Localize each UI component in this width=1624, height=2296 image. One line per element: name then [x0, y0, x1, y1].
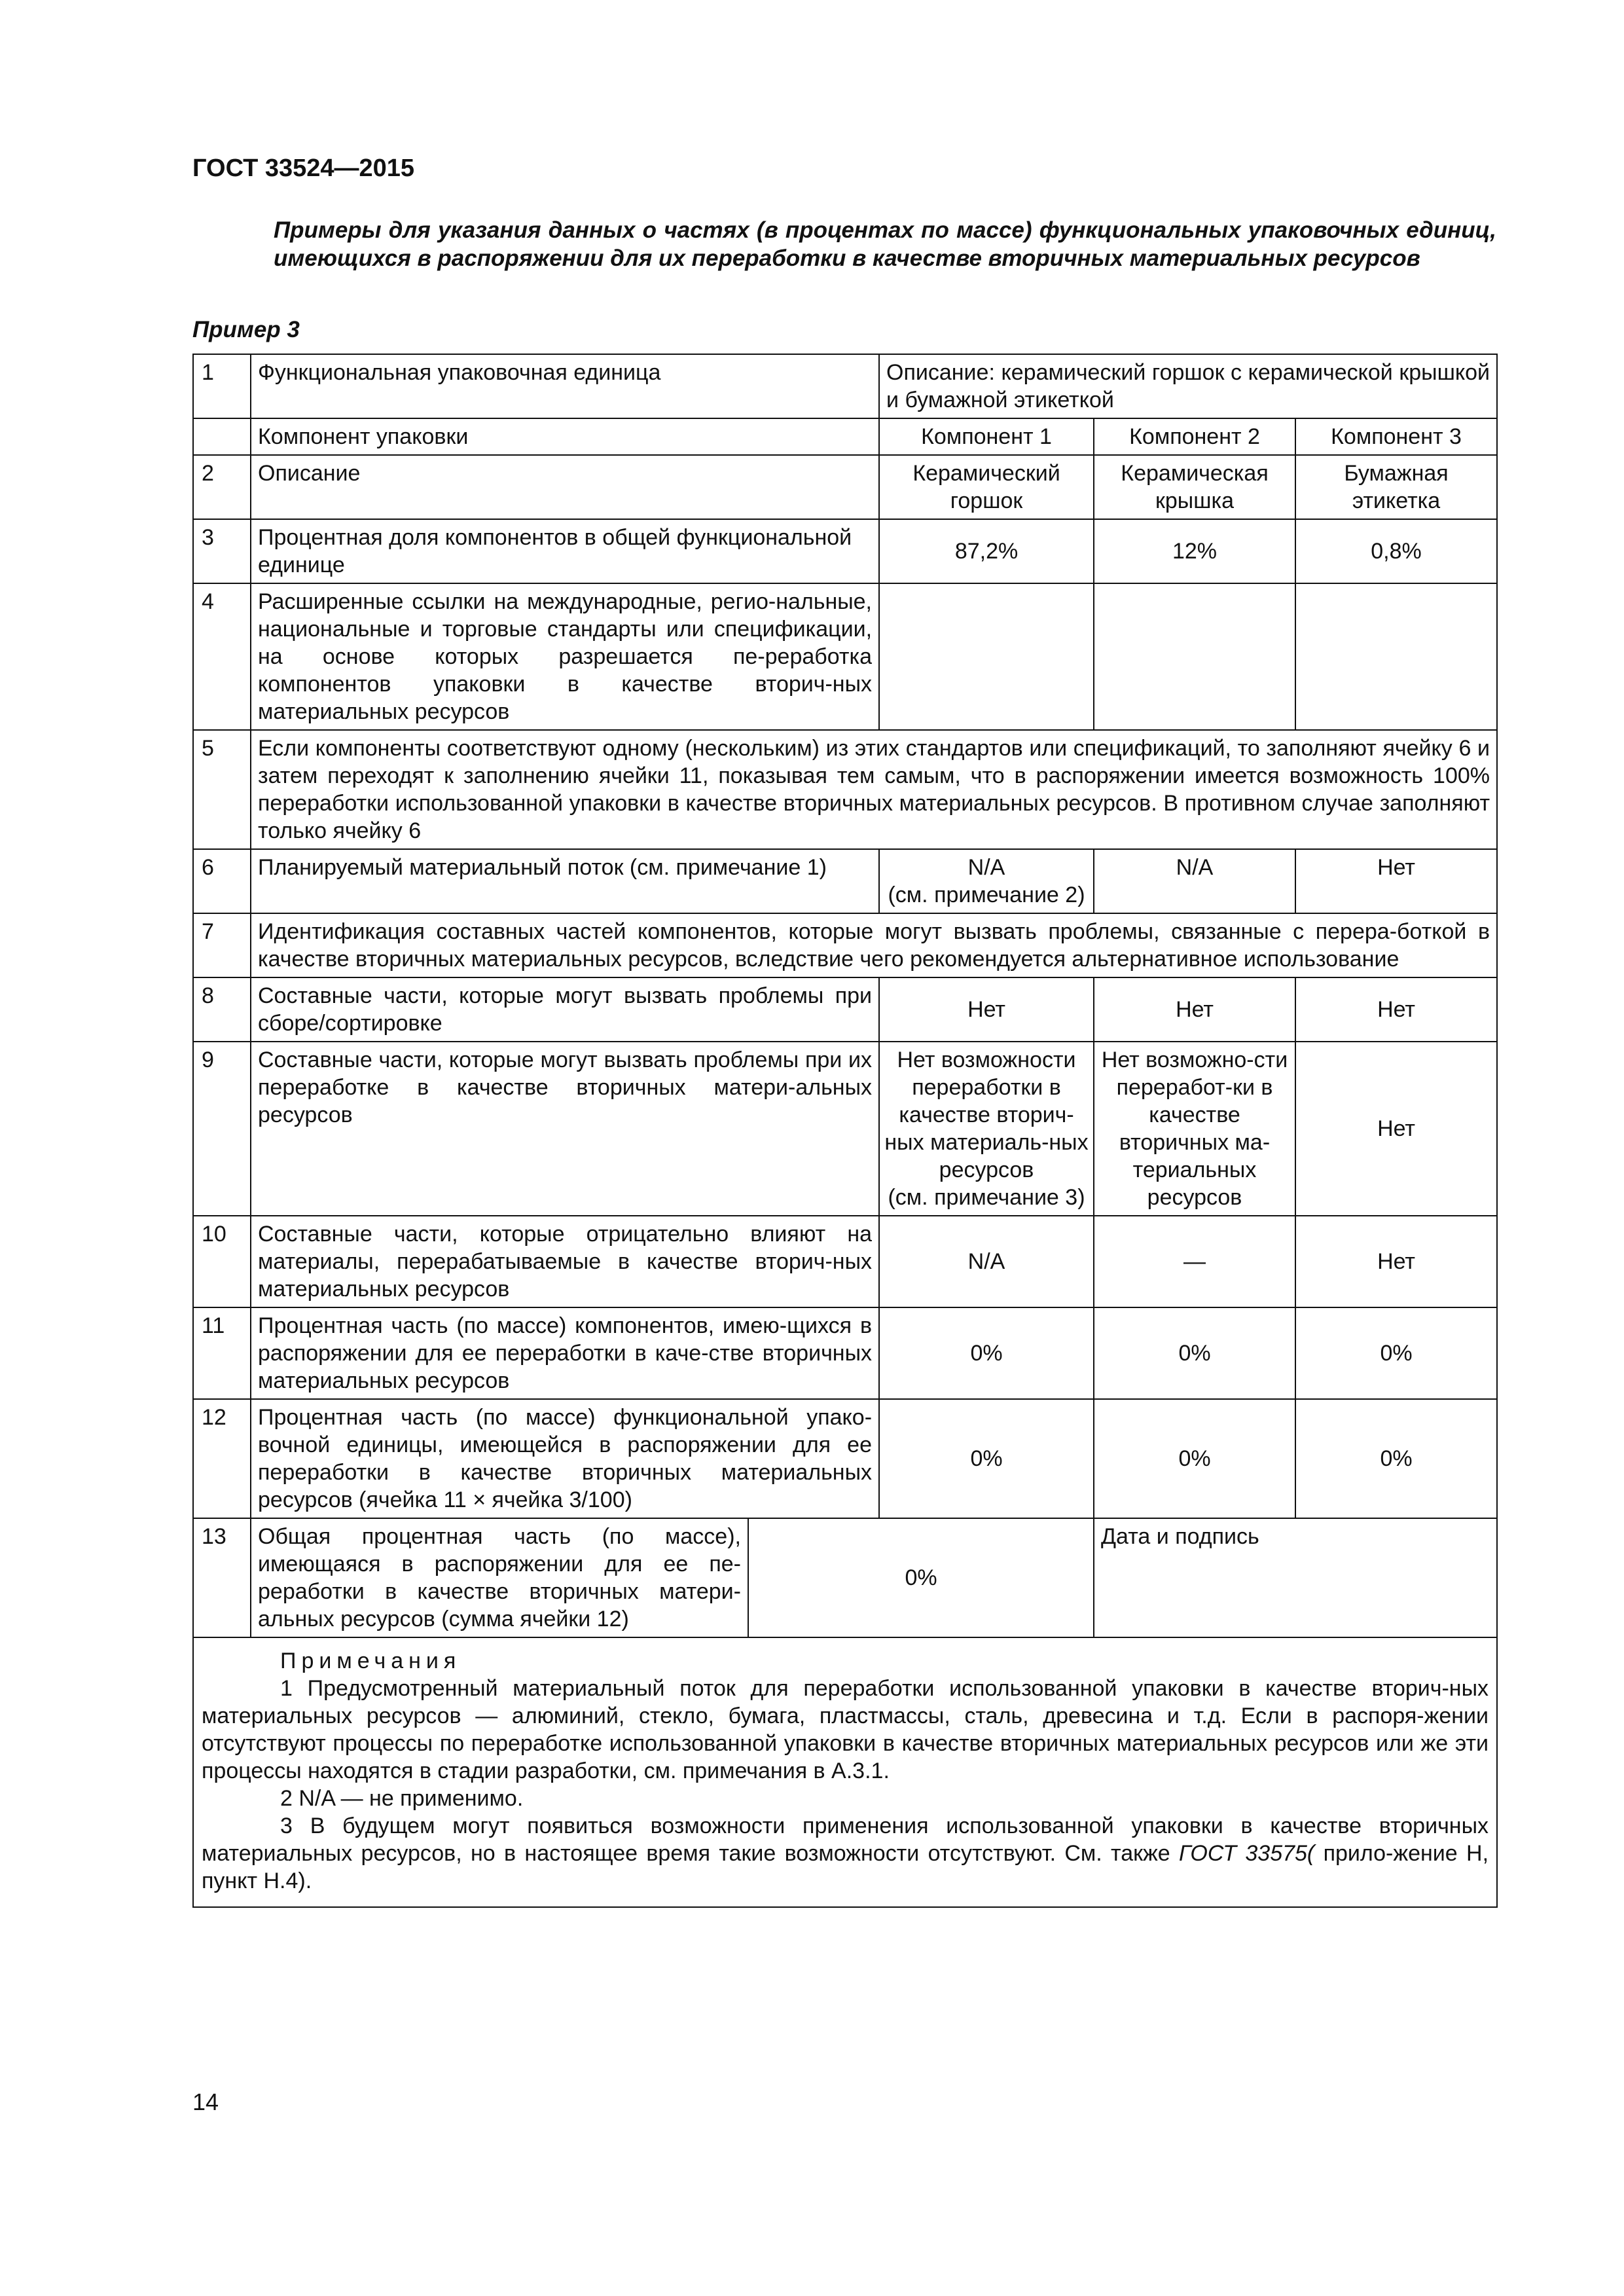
component-1-cell — [879, 583, 1094, 730]
component-3-header: Компонент 3 — [1295, 418, 1497, 455]
standard-reference: ГОСТ 33575( — [1179, 1841, 1315, 1866]
table-row — [193, 1518, 1497, 1637]
component-3-cell: Нет — [1295, 849, 1497, 913]
component-2-cell: 0% — [1094, 1307, 1295, 1399]
component-1-cell: 87,2% — [879, 519, 1094, 583]
component-3-cell: 0% — [1295, 1307, 1497, 1399]
row-number: 13 — [193, 1518, 251, 1637]
example-label: Пример 3 — [192, 317, 300, 342]
row-instruction: Если компоненты соответствуют одному (нескольким) из этих стандартов или спецификаций, то заполняют ячейку 6 и затем переходят к заполнению ячейки 11, показывая тем самым, что в распоряжении имеется возможность 100% переработки использованной упаковки в качестве вторичных материальных ресурсов. В противном случае заполняют только ячейку 6 — [251, 730, 1497, 849]
row-number: 12 — [193, 1399, 251, 1518]
date-and-signature: Дата и подпись — [1094, 1518, 1497, 1637]
notes-row — [193, 1637, 1497, 1907]
component-1-cell — [879, 849, 1094, 913]
cell-value: N/A — [967, 855, 1005, 880]
table-row — [193, 1216, 1497, 1307]
row-label: Расширенные ссылки на международные, регио-нальные, национальные и торговые стандарты или спецификации, на основе которых разрешается пе-реработка компонентов упаковки в качестве вторич-ных материальных ресурсов — [251, 583, 879, 730]
component-3-cell: Бумажная этикетка — [1295, 455, 1497, 519]
row-number: 10 — [193, 1216, 251, 1307]
table-row — [193, 583, 1497, 730]
component-3-cell: Нет — [1295, 1042, 1497, 1216]
component-3-cell: 0% — [1295, 1399, 1497, 1518]
table-row — [193, 730, 1497, 849]
table-row — [193, 1399, 1497, 1518]
unit-description: Описание: керамический горшок с керамической крышкой и бумажной этикеткой — [879, 354, 1497, 418]
component-1-cell: 0% — [879, 1399, 1094, 1518]
row-number: 6 — [193, 849, 251, 913]
component-2-header: Компонент 2 — [1094, 418, 1295, 455]
row-number: 3 — [193, 519, 251, 583]
cell-note: (см. примечание 3) — [888, 1185, 1085, 1210]
row-label: Процентная часть (по массе) компонентов, имею-щихся в распоряжении для ее переработки в каче-стве вторичных материальных ресурсов — [251, 1307, 879, 1399]
component-1-header: Компонент 1 — [879, 418, 1094, 455]
note-2: 2 N/A — не применимо. — [280, 1786, 524, 1811]
page-number: 14 — [192, 2088, 219, 2115]
row-label: Процентная доля компонентов в общей функциональной единице — [251, 519, 879, 583]
component-3-cell: Нет — [1295, 977, 1497, 1042]
component-1-cell: 0% — [879, 1307, 1094, 1399]
row-label: Функциональная упаковочная единица — [251, 354, 879, 418]
row-number: 9 — [193, 1042, 251, 1216]
row-instruction: Идентификация составных частей компонентов, которые могут вызвать проблемы, связанные с перера-боткой в качестве вторичных материальных ресурсов, вследствие чего рекомендуется альтернативное использование — [251, 913, 1497, 977]
component-2-cell: — — [1094, 1216, 1295, 1307]
row-number: 2 — [193, 455, 251, 519]
note-3-tail: прило-жение Н, пункт Н.4). — [202, 1841, 1489, 1893]
note-1: 1 Предусмотренный материальный поток для переработки использованной упаковки в качестве вторич-ных материальных ресурсов — алюминий, стекло, бумага, пластмассы, сталь, древесина и т.д. Если в распоря-жении отсутствуют процессы по переработке использованной упаковки в качестве вторичных материальных ресурсов или же эти процессы находятся в стадии разработки, см. примечания в А.3.1. — [202, 1676, 1489, 1783]
component-2-cell: 12% — [1094, 519, 1295, 583]
notes-block — [193, 1637, 1497, 1907]
component-2-cell: Нет — [1094, 977, 1295, 1042]
table-row — [193, 455, 1497, 519]
row-number: 5 — [193, 730, 251, 849]
row-number: 7 — [193, 913, 251, 977]
note-3 — [202, 1812, 1489, 1895]
row-label: Планируемый материальный поток (см. примечание 1) — [251, 849, 879, 913]
component-3-cell: Нет — [1295, 1216, 1497, 1307]
row-label: Процентная часть (по массе) функциональной упако-вочной единицы, имеющейся в распоряжении для ее переработки в качестве вторичных материальных ресурсов (ячейка 11 × ячейка 3/100) — [251, 1399, 879, 1518]
row-number: 11 — [193, 1307, 251, 1399]
cell-note: (см. примечание 2) — [888, 883, 1085, 907]
row-label: Компонент упаковки — [251, 418, 879, 455]
row-number — [193, 418, 251, 455]
table-row — [193, 1042, 1497, 1216]
table-row — [193, 418, 1497, 455]
packaging-table — [192, 354, 1498, 1908]
row-label: Описание — [251, 455, 879, 519]
table-row — [193, 977, 1497, 1042]
component-1-cell — [879, 1042, 1094, 1216]
total-percentage: 0% — [748, 1518, 1094, 1637]
component-3-cell: 0,8% — [1295, 519, 1497, 583]
cell-value: Нет возможности переработки в качестве вторич-ных материаль-ных ресурсов — [884, 1048, 1089, 1182]
row-number: 8 — [193, 977, 251, 1042]
examples-heading: Примеры для указания данных о частях (в процентах по массе) функциональных упаковочных единиц, имеющихся в распоряжении для их переработки в качестве вторичных материальных ресурсов — [274, 217, 1496, 271]
component-3-cell — [1295, 583, 1497, 730]
component-1-cell: Керамический горшок — [879, 455, 1094, 519]
component-2-cell: Керамическая крышка — [1094, 455, 1295, 519]
table-row — [193, 1307, 1497, 1399]
row-label: Общая процентная часть (по массе), имеющаяся в распоряжении для ее пе-реработки в качестве вторичных матери-альных ресурсов (сумма ячейки 12) — [251, 1518, 748, 1637]
row-label: Составные части, которые могут вызвать проблемы при сборе/сортировке — [251, 977, 879, 1042]
table-row — [193, 354, 1497, 418]
component-2-cell — [1094, 583, 1295, 730]
component-1-cell: Нет — [879, 977, 1094, 1042]
component-2-cell: 0% — [1094, 1399, 1295, 1518]
component-2-cell: N/A — [1094, 849, 1295, 913]
table-row — [193, 519, 1497, 583]
row-number: 4 — [193, 583, 251, 730]
document-number: ГОСТ 33524—2015 — [192, 155, 415, 182]
table-row — [193, 913, 1497, 977]
component-2-cell: Нет возможно-сти переработ-ки в качестве вторичных ма-териальных ресурсов — [1094, 1042, 1295, 1216]
notes-title: Примечания — [280, 1649, 461, 1673]
row-label: Составные части, которые отрицательно влияют на материалы, перерабатываемые в качестве вторич-ных материальных ресурсов — [251, 1216, 879, 1307]
row-label: Составные части, которые могут вызвать проблемы при их переработке в качестве вторичных матери-альных ресурсов — [251, 1042, 879, 1216]
note-3-text: 3 В будущем могут появиться возможности применения использованной упаковки в качестве вторичных материальных ресурсов, но в настоящее время такие возможности отсутствуют. См. также — [202, 1813, 1489, 1866]
table-row — [193, 849, 1497, 913]
component-1-cell: N/A — [879, 1216, 1094, 1307]
row-number: 1 — [193, 354, 251, 418]
